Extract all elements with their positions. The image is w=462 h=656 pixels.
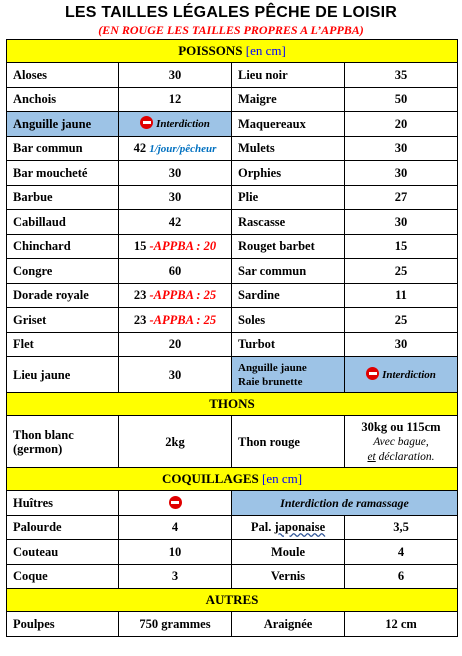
size-value: 750 grammes — [119, 612, 232, 637]
size-value-cell — [119, 234, 232, 259]
size-value: 3,5 — [345, 515, 458, 540]
species-name-cell — [232, 515, 345, 540]
size-value: 10 — [119, 540, 232, 565]
size-value-cell — [119, 283, 232, 308]
size-value: 12 — [119, 87, 232, 112]
species-name: Anguille jaune — [238, 361, 307, 374]
size-value-cell — [119, 308, 232, 333]
condition-note: Avec bague, — [373, 435, 429, 448]
section-title: THONS — [7, 393, 458, 416]
section-title-cell — [7, 468, 458, 491]
prohibition-note — [232, 491, 458, 516]
section-title: COQUILLAGES — [161, 471, 259, 486]
table-row — [7, 259, 458, 284]
species-name: Congre — [7, 259, 119, 284]
size-value: 20 — [345, 112, 458, 137]
size-value: 2kg — [119, 416, 232, 468]
size-value: 60 — [119, 259, 232, 284]
table-row — [7, 564, 458, 589]
species-name: Maquereaux — [232, 112, 345, 137]
size-value: 4 — [345, 540, 458, 565]
size-value: 15 — [133, 239, 147, 254]
species-name: Turbot — [232, 332, 345, 357]
size-value: 12 cm — [345, 612, 458, 637]
species-name: Anguille jaune — [7, 112, 119, 137]
table-row — [7, 87, 458, 112]
species-name-multi — [7, 416, 119, 468]
table-row — [7, 161, 458, 186]
species-name: Orphies — [232, 161, 345, 186]
species-name: Vernis — [232, 564, 345, 589]
no-entry-icon — [140, 116, 153, 129]
size-value: 42 — [133, 140, 147, 155]
species-name: Huîtres — [7, 491, 119, 516]
no-entry-icon — [366, 367, 379, 380]
species-name: Thon rouge — [232, 416, 345, 468]
species-name: Chinchard — [7, 234, 119, 259]
species-name: Poulpes — [7, 612, 119, 637]
species-name: Lieu jaune — [7, 357, 119, 393]
table-row — [7, 63, 458, 88]
no-entry-icon — [169, 496, 182, 509]
condition-note: déclaration. — [375, 450, 435, 463]
species-name-detail: (germon) — [13, 441, 63, 456]
page-title: LES TAILLES LÉGALES PÊCHE DE LOISIR — [64, 4, 398, 21]
size-value: 23 — [133, 288, 147, 303]
section-unit: [en cm] — [245, 43, 286, 58]
size-value: 11 — [345, 283, 458, 308]
size-value: 3 — [119, 564, 232, 589]
table-row — [7, 308, 458, 333]
species-name: Pal. — [250, 520, 275, 535]
size-value-cell — [345, 416, 458, 468]
table-row — [7, 283, 458, 308]
species-name: Flet — [7, 332, 119, 357]
species-name: Sar commun — [232, 259, 345, 284]
section-title: POISSONS — [178, 43, 243, 58]
condition-note: et — [367, 450, 376, 463]
size-value: 4 — [119, 515, 232, 540]
size-value: 30 — [119, 161, 232, 186]
size-value: 35 — [345, 63, 458, 88]
table-row — [7, 515, 458, 540]
species-name: Rascasse — [232, 210, 345, 235]
section-title: AUTRES — [7, 589, 458, 612]
species-name: Thon blanc — [13, 427, 74, 442]
species-name: Aloses — [7, 63, 119, 88]
size-value: 30 — [345, 136, 458, 161]
table-row — [7, 491, 458, 516]
species-name: Araignée — [232, 612, 345, 637]
size-value: 25 — [345, 259, 458, 284]
species-name: Rouget barbet — [232, 234, 345, 259]
prohibition-cell — [119, 112, 232, 137]
size-value: 30 — [345, 210, 458, 235]
section-header-poissons — [7, 40, 458, 63]
species-name: Raie brunette — [238, 375, 303, 388]
appba-size: -APPBA : 25 — [149, 312, 217, 327]
size-value: 6 — [345, 564, 458, 589]
size-value: 30 — [119, 357, 232, 393]
appba-size: -APPBA : 20 — [149, 239, 217, 254]
species-name-multi — [232, 357, 345, 393]
size-value: 25 — [345, 308, 458, 333]
section-unit: [en cm] — [262, 471, 303, 486]
size-value: 30 — [119, 185, 232, 210]
table-row — [7, 136, 458, 161]
species-name: Lieu noir — [232, 63, 345, 88]
species-name: Bar moucheté — [7, 161, 119, 186]
species-name: Coque — [7, 564, 119, 589]
species-name: Anchois — [7, 87, 119, 112]
size-value: 30 — [345, 161, 458, 186]
species-name: Dorade royale — [7, 283, 119, 308]
species-name: Soles — [232, 308, 345, 333]
species-name: Mulets — [232, 136, 345, 161]
size-value: 27 — [345, 185, 458, 210]
prohibition-text: Interdiction — [382, 369, 436, 381]
table-row — [7, 612, 458, 637]
size-value: 30 — [119, 63, 232, 88]
table-row — [7, 332, 458, 357]
section-header-autres — [7, 589, 458, 612]
species-name: Cabillaud — [7, 210, 119, 235]
table-row — [7, 210, 458, 235]
size-value: 30 — [345, 332, 458, 357]
table-row — [7, 185, 458, 210]
species-name: Barbue — [7, 185, 119, 210]
size-value: 23 — [133, 312, 147, 327]
species-name: Couteau — [7, 540, 119, 565]
table-row — [7, 112, 458, 137]
prohibition-text: Interdiction — [156, 118, 210, 131]
page-subtitle: (EN ROUGE LES TAILLES PROPRES A L’APPBA) — [98, 23, 364, 37]
species-name: Griset — [7, 308, 119, 333]
table-row — [7, 540, 458, 565]
table-row — [7, 416, 458, 468]
prohibition-cell — [345, 357, 458, 393]
size-value: 30kg ou 115cm — [361, 419, 441, 434]
species-name: Moule — [232, 540, 345, 565]
sizes-table — [6, 39, 458, 637]
quota-note: 1/jour/pêcheur — [149, 142, 217, 155]
appba-size: -APPBA : 25 — [149, 288, 217, 303]
size-value: 20 — [119, 332, 232, 357]
section-header-coquillages — [7, 468, 458, 491]
size-value: 50 — [345, 87, 458, 112]
species-name: Plie — [232, 185, 345, 210]
prohibition-text: Interdiction de ramassage — [280, 495, 409, 510]
size-value: 15 — [345, 234, 458, 259]
species-name: Sardine — [232, 283, 345, 308]
section-header-thons — [7, 393, 458, 416]
table-row — [7, 234, 458, 259]
species-name: Palourde — [7, 515, 119, 540]
table-row — [7, 357, 458, 393]
species-name: japonaise — [274, 520, 326, 535]
species-name: Maigre — [232, 87, 345, 112]
prohibition-cell — [119, 491, 232, 516]
size-value: 42 — [119, 210, 232, 235]
species-name: Bar commun — [7, 136, 119, 161]
section-title-cell — [7, 40, 458, 63]
size-value-cell — [119, 136, 232, 161]
